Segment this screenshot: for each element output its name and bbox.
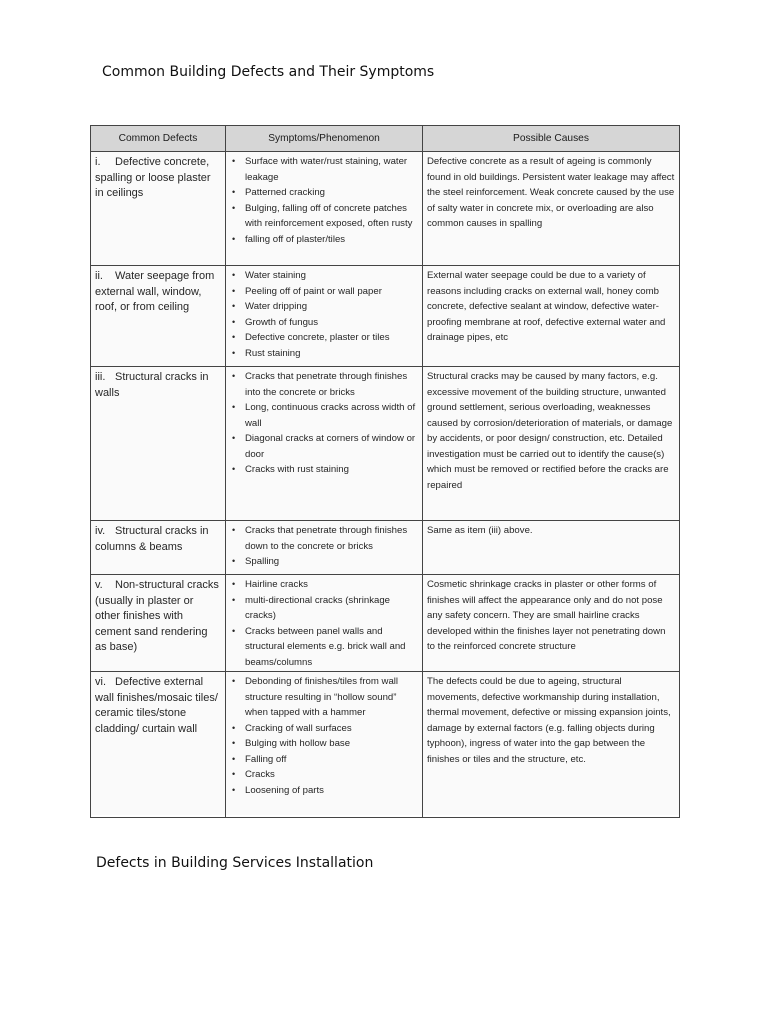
symptom-item: • Water dripping: [230, 299, 418, 315]
table-row: [91, 152, 680, 266]
symptom-item: • Diagonal cracks at corners of window or door: [230, 431, 418, 462]
column-header-symptoms: Symptoms/Phenomenon: [226, 126, 423, 152]
defect-label: Defective external wall finishes/mosaic tiles/ ceramic tiles/stone cladding/ curtain wall: [95, 676, 218, 735]
table-body: [91, 152, 680, 818]
symptom-item: • Long, continuous cracks across width of wall: [230, 400, 418, 431]
symptom-item: • Water staining: [230, 268, 418, 284]
symptoms-list: [230, 577, 418, 670]
defect-cell: [91, 521, 226, 575]
symptom-item: • Cracks with rust staining: [230, 462, 418, 478]
column-header-causes: Possible Causes: [423, 126, 680, 152]
causes-cell: Structural cracks may be caused by many factors, e.g. excessive movement of the building structure, unwanted ground settlement, serious overloading, weaknesses caused by corrosion/deterioration of materials, or damage by accidents, or poor design/ construction, etc. Detailed investigation must be carried out to identify the cause(s) which must be removed or rectified before the cracks are repaired: [423, 367, 680, 521]
symptom-item: • Hairline cracks: [230, 577, 418, 593]
causes-cell: Cosmetic shrinkage cracks in plaster or other forms of finishes will affect the appearance only and do not pose any safety concern. They are small hairline cracks developed within the finishes layer not penetrating down to the reinforced concrete structure: [423, 575, 680, 672]
symptoms-cell: [226, 266, 423, 367]
symptom-item: • Rust staining: [230, 346, 418, 362]
defect-cell: [91, 575, 226, 672]
defect-label: Non-structural cracks (usually in plaster or other finishes with cement sand rendering as base): [95, 579, 219, 653]
defects-table-image: [90, 125, 679, 815]
symptom-item: • Debonding of finishes/tiles from wall structure resulting in “hollow sound” when tapped with a hammer: [230, 674, 418, 721]
table-row: [91, 367, 680, 521]
symptom-item: • Growth of fungus: [230, 315, 418, 331]
table-row: [91, 672, 680, 818]
defect-number: v.: [95, 579, 103, 591]
symptom-item: • Spalling: [230, 554, 418, 570]
symptoms-list: [230, 674, 418, 798]
column-header-defects: Common Defects: [91, 126, 226, 152]
symptom-item: • Cracks between panel walls and structural elements e.g. brick wall and beams/columns: [230, 624, 418, 671]
table-row: [91, 521, 680, 575]
table-row: [91, 575, 680, 672]
symptom-item: • Cracks that penetrate through finishes down to the concrete or bricks: [230, 523, 418, 554]
symptom-item: • Peeling off of paint or wall paper: [230, 284, 418, 300]
defect-number: ii.: [95, 270, 103, 282]
defect-number: iv.: [95, 525, 106, 537]
symptom-item: • Cracking of wall surfaces: [230, 721, 418, 737]
symptoms-list: [230, 369, 418, 478]
symptom-item: • falling off of plaster/tiles: [230, 232, 418, 248]
table-row: [91, 266, 680, 367]
symptoms-cell: [226, 367, 423, 521]
symptoms-cell: [226, 672, 423, 818]
defect-cell: [91, 367, 226, 521]
symptom-item: • Defective concrete, plaster or tiles: [230, 330, 418, 346]
defect-cell: [91, 152, 226, 266]
defect-number: iii.: [95, 371, 106, 383]
causes-cell: Defective concrete as a result of ageing is commonly found in old buildings. Persistent water leakage may affect the steel reinforcement. Weak concrete caused by the use of salty water in concrete mix, or overloading are also common causes in spalling: [423, 152, 680, 266]
symptoms-cell: [226, 575, 423, 672]
symptoms-list: [230, 268, 418, 361]
page-title: Common Building Defects and Their Symptoms: [102, 64, 435, 80]
causes-cell: The defects could be due to ageing, structural movements, defective workmanship during installation, thermal movement, defective or missing expansion joints, damage by external factors (e.g. falling objects during typhoon), ingress of water into the gap between the finishes or tiles and the structure, etc.: [423, 672, 680, 818]
defect-label: Structural cracks in walls: [95, 371, 209, 399]
defect-cell: [91, 266, 226, 367]
symptoms-list: [230, 523, 418, 570]
symptom-item: • Cracks: [230, 767, 418, 783]
defect-label: Structural cracks in columns & beams: [95, 525, 209, 553]
defect-cell: [91, 672, 226, 818]
defect-label: Water seepage from external wall, window, roof, or from ceiling: [95, 270, 215, 313]
symptoms-cell: [226, 521, 423, 575]
symptom-item: • Surface with water/rust staining, water leakage: [230, 154, 418, 185]
defect-number: vi.: [95, 676, 106, 688]
symptom-item: • Falling off: [230, 752, 418, 768]
symptom-item: • Loosening of parts: [230, 783, 418, 799]
defect-number: i.: [95, 156, 101, 168]
symptoms-cell: [226, 152, 423, 266]
symptom-item: • Patterned cracking: [230, 185, 418, 201]
causes-cell: External water seepage could be due to a variety of reasons including cracks on external wall, honey comb concrete, defective sealant at window, defective water-proofing membrane at roof, defective external water and drainage pipes, etc: [423, 266, 680, 367]
defect-label: Defective concrete, spalling or loose plaster in ceilings: [95, 156, 211, 199]
defects-table: [90, 125, 680, 818]
symptom-item: • Bulging with hollow base: [230, 736, 418, 752]
symptoms-list: [230, 154, 418, 247]
symptom-item: • multi-directional cracks (shrinkage cracks): [230, 593, 418, 624]
section-heading: Defects in Building Services Installation: [96, 855, 374, 871]
table-header-row: [91, 126, 680, 152]
symptom-item: • Cracks that penetrate through finishes into the concrete or bricks: [230, 369, 418, 400]
symptom-item: • Bulging, falling off of concrete patches with reinforcement exposed, often rusty: [230, 201, 418, 232]
causes-cell: Same as item (iii) above.: [423, 521, 680, 575]
